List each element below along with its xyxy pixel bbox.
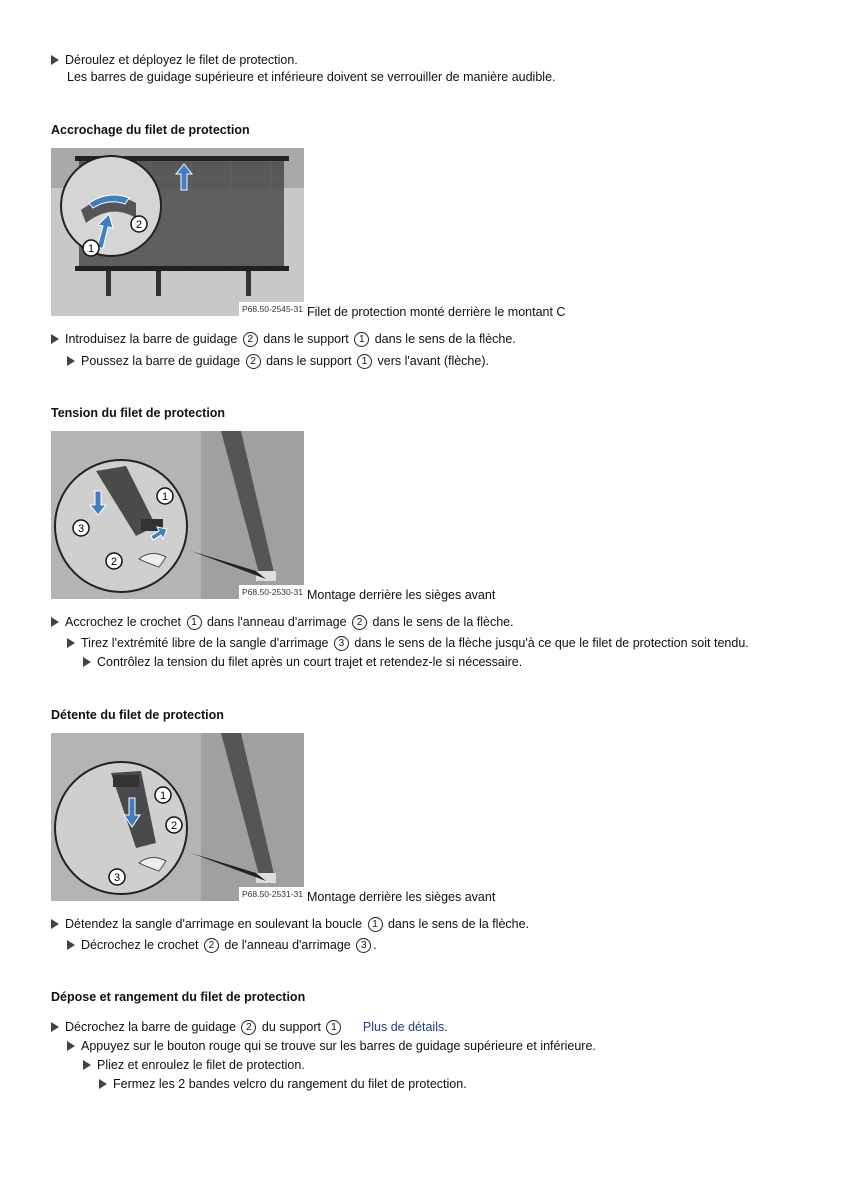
bullet-arrow-icon — [51, 334, 59, 344]
figure-release — [51, 733, 304, 901]
bullet-arrow-icon — [83, 1060, 91, 1070]
section-heading: Tension du filet de protection — [51, 406, 226, 420]
instruction-step: Décrochez la barre de guidage 2 du support 1 Plus de détails. — [51, 1019, 448, 1035]
svg-text:2: 2 — [135, 219, 143, 231]
instruction-substep: Poussez la barre de guidage 2 dans le support 1 vers l'avant (flèche). — [67, 353, 489, 369]
svg-text:2: 2 — [170, 820, 178, 832]
section-heading: Détente du filet de protection — [51, 708, 224, 722]
svg-text:2: 2 — [110, 556, 118, 568]
instruction-step: Détendez la sangle d'arrimage en soulevant la boucle 1 dans le sens de la flèche. — [51, 916, 529, 932]
instruction-substep: Fermez les 2 bandes velcro du rangement du filet de protection. — [99, 1076, 467, 1092]
instruction-substep: Tirez l'extrémité libre de la sangle d'arrimage 3 dans le sens de la flèche jusqu'à ce que le filet de protection soit tendu. — [67, 635, 749, 651]
callout-2-icon — [131, 216, 147, 232]
figure-caption: Filet de protection monté derrière le montant C — [307, 305, 566, 319]
instruction-substep: Pliez et enroulez le filet de protection. — [83, 1057, 305, 1073]
instruction-substep: Décrochez le crochet 2 de l'anneau d'arrimage 3 . — [67, 937, 377, 953]
callout-2-icon — [106, 553, 122, 569]
bullet-arrow-icon — [67, 1041, 75, 1051]
svg-text:1: 1 — [87, 243, 95, 255]
bullet-arrow-icon — [67, 638, 75, 648]
callout-2-icon: 2 — [246, 354, 261, 369]
figure-tension — [51, 431, 304, 599]
callout-2-icon — [166, 817, 182, 833]
bullet-arrow-icon — [51, 919, 59, 929]
instruction-step: Accrochez le crochet 1 dans l'anneau d'arrimage 2 dans le sens de la flèche. — [51, 614, 514, 630]
callout-1-icon: 1 — [368, 917, 383, 932]
more-details-link[interactable]: Plus de détails — [362, 1020, 445, 1034]
callout-1-icon: 1 — [187, 615, 202, 630]
svg-text:3: 3 — [113, 872, 121, 884]
callout-2-icon: 2 — [243, 332, 258, 347]
bullet-arrow-icon — [51, 55, 59, 65]
section-heading: Accrochage du filet de protection — [51, 123, 250, 137]
callout-2-icon: 2 — [241, 1020, 256, 1035]
intro-note: Les barres de guidage supérieure et inférieure doivent se verrouiller de manière audible. — [67, 70, 556, 84]
callout-3-icon: 3 — [334, 636, 349, 651]
bullet-arrow-icon — [51, 1022, 59, 1032]
bullet-arrow-icon — [51, 617, 59, 627]
section-heading: Dépose et rangement du filet de protection — [51, 990, 306, 1004]
svg-text:P68.50-2530-31: P68.50-2530-31 — [242, 587, 303, 597]
callout-1-icon — [155, 787, 171, 803]
callout-1-icon — [157, 488, 173, 504]
instruction-step: Introduisez la barre de guidage 2 dans le support 1 dans le sens de la flèche. — [51, 331, 516, 347]
intro-step: Déroulez et déployez le filet de protection. — [51, 52, 298, 68]
callout-1-icon: 1 — [357, 354, 372, 369]
svg-text:P68.50-2531-31: P68.50-2531-31 — [242, 889, 303, 899]
svg-text:3: 3 — [77, 523, 85, 535]
figure-net-mounted — [51, 148, 304, 316]
callout-3-icon — [73, 520, 89, 536]
callout-2-icon: 2 — [204, 938, 219, 953]
callout-2-icon: 2 — [352, 615, 367, 630]
svg-text:1: 1 — [159, 790, 167, 802]
callout-3-icon — [109, 869, 125, 885]
svg-text:P68.50-2545-31: P68.50-2545-31 — [242, 304, 303, 314]
svg-text:1: 1 — [161, 491, 169, 503]
instruction-substep: Contrôlez la tension du filet après un court trajet et retendez-le si nécessaire. — [83, 654, 522, 670]
callout-1-icon: 1 — [354, 332, 369, 347]
callout-1-icon — [83, 240, 99, 256]
figure-caption: Montage derrière les sièges avant — [307, 890, 496, 904]
callout-3-icon: 3 — [356, 938, 371, 953]
bullet-arrow-icon — [83, 657, 91, 667]
bullet-arrow-icon — [67, 356, 75, 366]
callout-1-icon: 1 — [326, 1020, 341, 1035]
figure-caption: Montage derrière les sièges avant — [307, 588, 496, 602]
bullet-arrow-icon — [67, 940, 75, 950]
instruction-substep: Appuyez sur le bouton rouge qui se trouve sur les barres de guidage supérieure et inférieure. — [67, 1038, 596, 1054]
bullet-arrow-icon — [99, 1079, 107, 1089]
